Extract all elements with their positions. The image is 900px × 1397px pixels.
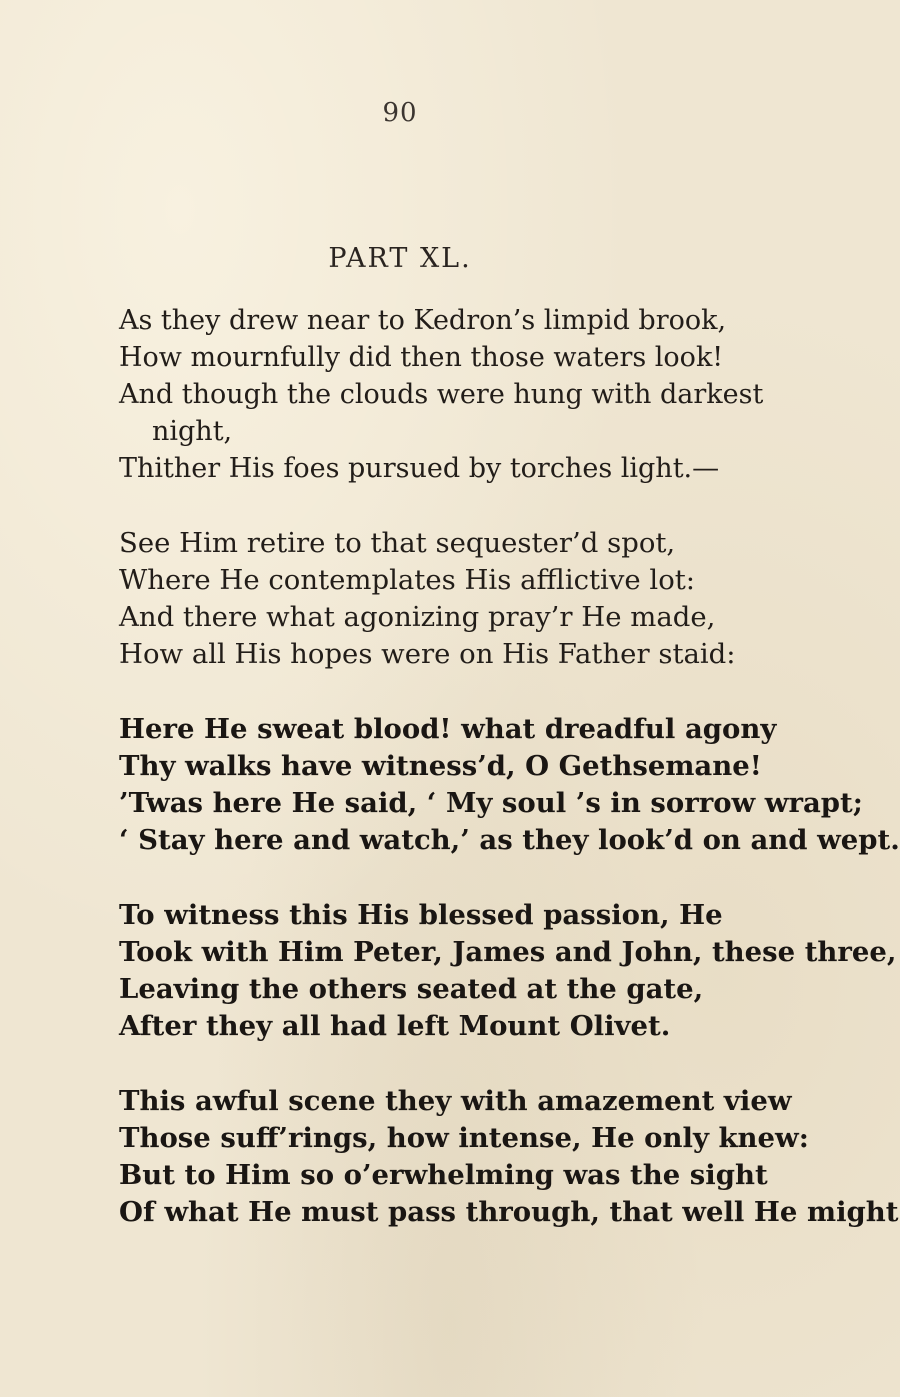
poem-line: After they all had left Mount Olivet. bbox=[119, 1010, 671, 1042]
poem-line: ’Twas here He said, ‘ My soul ’s in sorrow wrapt; bbox=[119, 787, 863, 819]
poem-line: How all His hopes were on His Father staid: bbox=[119, 638, 736, 670]
poem-line: Thy walks have witness’d, O Gethsemane! bbox=[119, 750, 762, 782]
poem-line: To witness this His blessed passion, He bbox=[119, 899, 723, 931]
poem-line: And there what agonizing pray’r He made, bbox=[119, 601, 716, 633]
poem-line: And though the clouds were hung with darkest bbox=[119, 379, 764, 410]
poem-line: Where He contemplates His afflictive lot: bbox=[119, 564, 696, 596]
poem-line: Leaving the others seated at the gate, bbox=[119, 973, 704, 1005]
stanza-1 bbox=[119, 302, 799, 487]
poem-line: But to Him so o’erwhelming was the sight bbox=[119, 1159, 768, 1191]
stanza-3 bbox=[119, 711, 900, 859]
poem-line: As they drew near to Kedron’s limpid brook, bbox=[119, 305, 727, 336]
poem-line-continuation: night, bbox=[152, 416, 233, 447]
page-number: 90 bbox=[382, 98, 418, 128]
part-heading: PART XL. bbox=[328, 243, 472, 274]
poem-line: See Him retire to that sequester’d spot, bbox=[119, 527, 676, 559]
poem-line: Those suff’rings, how intense, He only knew: bbox=[119, 1122, 809, 1154]
poem-line: Of what He must pass through, that well He might bbox=[119, 1196, 899, 1228]
stanza-2 bbox=[119, 525, 799, 673]
stanza-5 bbox=[119, 1083, 899, 1231]
poem-line: ‘ Stay here and watch,’ as they look’d on and wept. bbox=[119, 824, 900, 856]
poem-line: Thither His foes pursued by torches light.— bbox=[119, 453, 720, 484]
stanza-4 bbox=[119, 897, 897, 1045]
poem-line: This awful scene they with amazement view bbox=[119, 1085, 792, 1117]
poem-line: Took with Him Peter, James and John, these three, bbox=[119, 936, 897, 968]
poem-line: Here He sweat blood! what dreadful agony bbox=[119, 713, 777, 745]
poem bbox=[119, 302, 900, 1269]
poem-line: How mournfully did then those waters look! bbox=[119, 342, 724, 373]
